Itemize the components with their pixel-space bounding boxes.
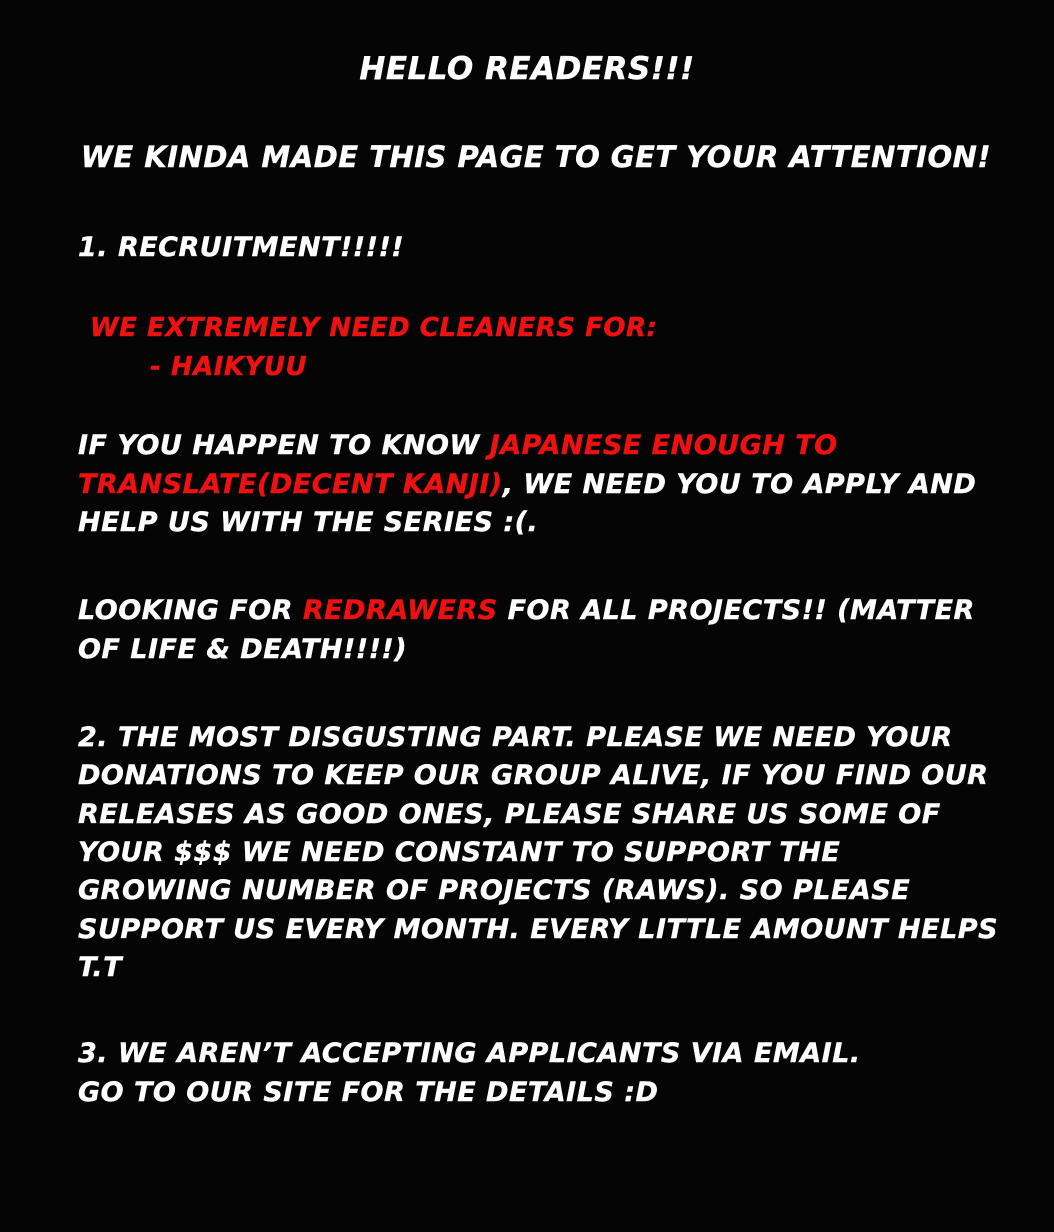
redrawers-text-lead: LOOKING FOR (78, 595, 303, 627)
redrawers-paragraph (78, 592, 1004, 669)
section-heading-recruitment: 1. RECRUITMENT!!!!! (78, 231, 405, 263)
redrawers-text-tail: FOR ALL PROJECTS!! (MATTER OF LIFE & DEATH!!!!) (78, 595, 975, 665)
donations-paragraph: 2. THE MOST DISGUSTING PART. PLEASE WE NEED YOUR DONATIONS TO KEEP OUR GROUP ALIVE, IF YOU FIND OUR RELEASES AS GOOD ONES, PLEASE SHARE US SOME OF YOUR $$$ WE NEED CONSTANT TO SUPPORT THE GROWING NUMBER OF PROJECTS (RAWS). SO PLEASE SUPPORT US EVERY MONTH. EVERY LITTLE AMOUNT HELPS T.T (78, 722, 999, 984)
page-title: HELLO READERS!!! (359, 51, 695, 87)
translator-text-lead: IF YOU HAPPEN TO KNOW (78, 430, 490, 462)
translator-highlight-two: (DECENT KANJI) (257, 468, 503, 500)
cleaners-need-item: - HAIKYUU (150, 352, 308, 383)
translator-text-tail: , WE NEED YOU TO APPLY AND HELP US WITH THE SERIES :(. (78, 468, 977, 539)
translator-highlight-one: JAPANESE ENOUGH TO TRANSLATE (78, 430, 838, 500)
translator-paragraph (78, 427, 1004, 542)
email-policy-line-1: 3. WE AREN’T ACCEPTING APPLICANTS VIA EMAIL. (78, 1038, 861, 1070)
page-subtitle: WE KINDA MADE THIS PAGE TO GET YOUR ATTENTION! (80, 140, 992, 175)
cleaners-need-line: WE EXTREMELY NEED CLEANERS FOR: (90, 313, 658, 344)
email-policy-line-2: GO TO OUR SITE FOR THE DETAILS :D (78, 1076, 659, 1108)
redrawers-highlight: REDRAWERS (302, 595, 498, 627)
email-policy-block (78, 1035, 1004, 1112)
